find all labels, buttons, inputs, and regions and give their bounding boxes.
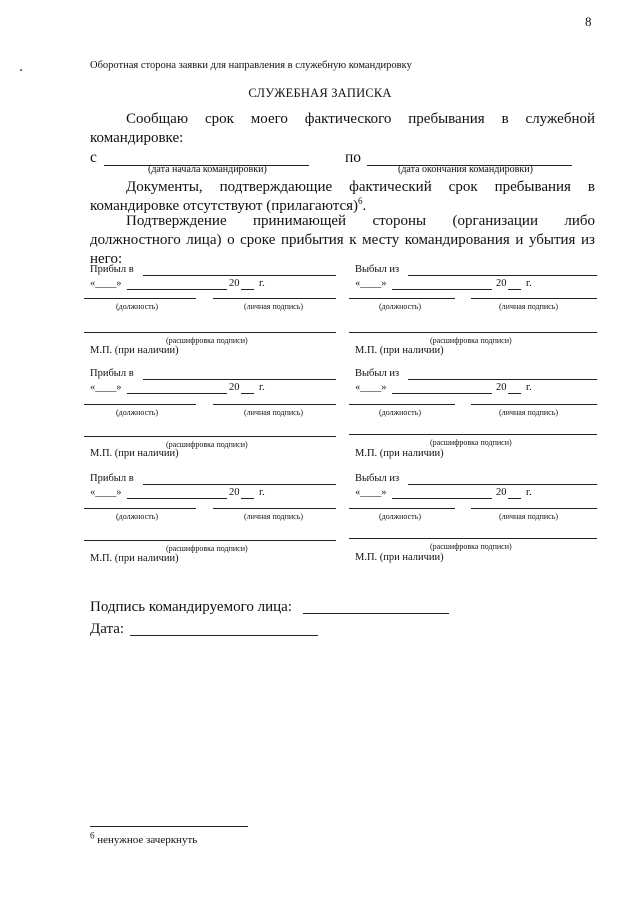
footnote-ref: 6 — [358, 196, 363, 206]
date-to-prefix: по — [345, 149, 362, 166]
departure-signature-caption: (личная подпись) — [499, 302, 559, 311]
arrival-month-line[interactable] — [127, 289, 227, 290]
departure-year-prefix: 20 — [496, 382, 507, 393]
arrival-position-line[interactable] — [84, 298, 196, 299]
date-line[interactable] — [130, 635, 318, 636]
arrival-decode-line[interactable] — [84, 332, 336, 333]
departure-position-caption: (должность) — [379, 408, 421, 417]
arrival-signature-caption: (личная подпись) — [244, 302, 304, 311]
paragraph-period — [90, 110, 595, 148]
date-from-caption: (дата начала командировки) — [148, 164, 267, 175]
arrival-day: «____» — [90, 278, 122, 289]
departure-day: «____» — [355, 382, 387, 393]
departure-year-prefix: 20 — [496, 278, 507, 289]
arrival-signature-line[interactable] — [213, 298, 336, 299]
departure-decode-caption: (расшифровка подписи) — [430, 542, 512, 551]
arrival-decode-caption: (расшифровка подписи) — [166, 544, 248, 553]
arrival-decode-caption: (расшифровка подписи) — [166, 336, 248, 345]
departure-year-prefix: 20 — [496, 487, 507, 498]
arrival-label: Прибыл в — [90, 368, 134, 379]
paragraph-documents-end: . — [362, 198, 367, 214]
departure-decode-caption: (расшифровка подписи) — [430, 336, 512, 345]
traveler-signature-line[interactable] — [303, 613, 449, 614]
footnote-text: ненужное зачеркнуть — [97, 834, 198, 846]
arrival-day: «____» — [90, 487, 122, 498]
arrival-decode-line[interactable] — [84, 436, 336, 437]
arrival-decode-line[interactable] — [84, 540, 336, 541]
departure-day: «____» — [355, 487, 387, 498]
arrival-stamp: М.П. (при наличии) — [90, 345, 179, 356]
departure-label: Выбыл из — [355, 368, 400, 379]
departure-position-line[interactable] — [349, 508, 455, 509]
departure-signature-line[interactable] — [471, 508, 597, 509]
departure-signature-caption: (личная подпись) — [499, 408, 559, 417]
header-note: Оборотная сторона заявки для направления в служебную командировку — [90, 60, 412, 71]
departure-position-line[interactable] — [349, 298, 455, 299]
departure-day: «____» — [355, 278, 387, 289]
arrival-signature-line[interactable] — [213, 404, 336, 405]
document-title: СЛУЖЕБНАЯ ЗАПИСКА — [248, 86, 392, 100]
footnote-number: 6 — [90, 830, 95, 841]
paragraph-documents — [90, 178, 595, 216]
arrival-place-line[interactable] — [143, 275, 336, 276]
departure-year-line[interactable] — [508, 393, 521, 394]
departure-signature-line[interactable] — [471, 404, 597, 405]
arrival-year-line[interactable] — [241, 393, 254, 394]
arrival-year-suffix: г. — [259, 382, 265, 393]
arrival-position-caption: (должность) — [116, 512, 158, 521]
arrival-year-suffix: г. — [259, 487, 265, 498]
arrival-position-line[interactable] — [84, 508, 196, 509]
footnote-rule — [90, 826, 248, 827]
date-label: Дата: — [90, 621, 125, 637]
departure-decode-line[interactable] — [349, 332, 597, 333]
departure-year-suffix: г. — [526, 487, 532, 498]
departure-signature-line[interactable] — [471, 298, 597, 299]
arrival-month-line[interactable] — [127, 393, 227, 394]
arrival-label: Прибыл в — [90, 473, 134, 484]
arrival-stamp: М.П. (при наличии) — [90, 553, 179, 564]
arrival-decode-caption: (расшифровка подписи) — [166, 440, 248, 449]
departure-decode-line[interactable] — [349, 434, 597, 435]
paragraph-documents-text: Документы, подтверждающие фактический срок пребывания в командировке отсутствуют (прилагаются) — [90, 179, 595, 214]
arrival-year-prefix: 20 — [229, 382, 240, 393]
arrival-year-line[interactable] — [241, 289, 254, 290]
arrival-label: Прибыл в — [90, 264, 134, 275]
departure-place-line[interactable] — [408, 484, 597, 485]
departure-position-line[interactable] — [349, 404, 455, 405]
arrival-stamp: М.П. (при наличии) — [90, 448, 179, 459]
departure-signature-caption: (личная подпись) — [499, 512, 559, 521]
paragraph-period-text: Сообщаю срок моего фактического пребывания в служебной командировке: — [90, 111, 595, 146]
arrival-signature-caption: (личная подпись) — [244, 512, 304, 521]
departure-decode-line[interactable] — [349, 538, 597, 539]
departure-stamp: М.П. (при наличии) — [355, 345, 444, 356]
paragraph-confirmation-text: Подтверждение принимающей стороны (организации либо должностного лица) о сроке прибытия к месту командирования и убытия из него: — [90, 213, 595, 267]
arrival-month-line[interactable] — [127, 498, 227, 499]
footnote — [90, 830, 198, 846]
arrival-signature-line[interactable] — [213, 508, 336, 509]
arrival-place-line[interactable] — [143, 379, 336, 380]
departure-year-suffix: г. — [526, 382, 532, 393]
departure-label: Выбыл из — [355, 264, 400, 275]
arrival-signature-caption: (личная подпись) — [244, 408, 304, 417]
departure-label: Выбыл из — [355, 473, 400, 484]
departure-month-line[interactable] — [392, 393, 492, 394]
arrival-year-suffix: г. — [259, 278, 265, 289]
date-to-caption: (дата окончания командировки) — [398, 164, 533, 175]
page-number: 8 — [585, 14, 592, 29]
arrival-day: «____» — [90, 382, 122, 393]
departure-year-suffix: г. — [526, 278, 532, 289]
scan-speck — [20, 69, 22, 71]
departure-stamp: М.П. (при наличии) — [355, 552, 444, 563]
arrival-year-prefix: 20 — [229, 278, 240, 289]
departure-month-line[interactable] — [392, 498, 492, 499]
arrival-position-line[interactable] — [84, 404, 196, 405]
arrival-position-caption: (должность) — [116, 408, 158, 417]
departure-decode-caption: (расшифровка подписи) — [430, 438, 512, 447]
departure-position-caption: (должность) — [379, 302, 421, 311]
arrival-place-line[interactable] — [143, 484, 336, 485]
departure-stamp: М.П. (при наличии) — [355, 448, 444, 459]
departure-year-line[interactable] — [508, 289, 521, 290]
departure-year-line[interactable] — [508, 498, 521, 499]
traveler-signature-label: Подпись командируемого лица: — [90, 599, 292, 615]
date-from-prefix: с — [90, 149, 97, 166]
arrival-position-caption: (должность) — [116, 302, 158, 311]
departure-month-line[interactable] — [392, 289, 492, 290]
departure-place-line[interactable] — [408, 275, 597, 276]
departure-position-caption: (должность) — [379, 512, 421, 521]
arrival-year-line[interactable] — [241, 498, 254, 499]
paragraph-confirmation — [90, 212, 595, 269]
arrival-year-prefix: 20 — [229, 487, 240, 498]
departure-place-line[interactable] — [408, 379, 597, 380]
